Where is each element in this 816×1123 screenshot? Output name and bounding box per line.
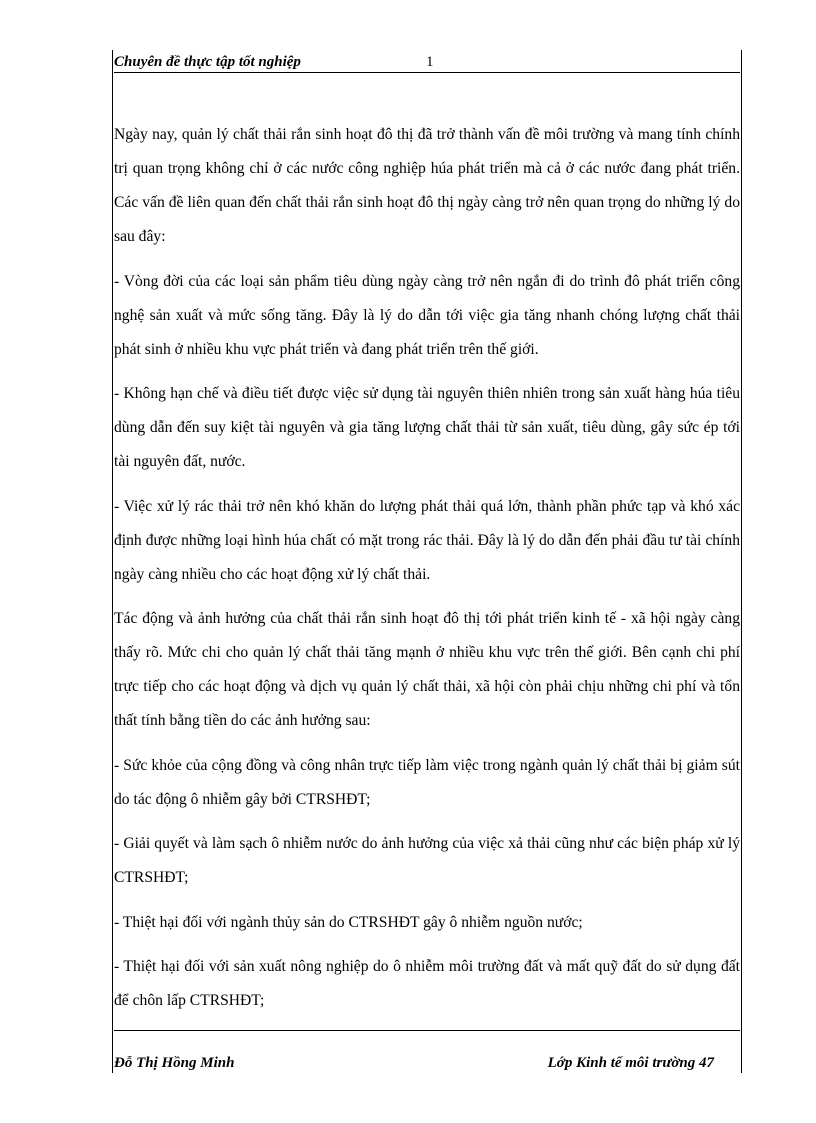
page-header xyxy=(114,52,740,73)
footer-divider xyxy=(114,1030,740,1031)
paragraph-bullet-water: - Giải quyết và làm sạch ô nhiễm nước do ảnh hưởng của việc xả thải cũng như các biện pháp xử lý CTRSHĐT; xyxy=(114,835,740,886)
paragraph-bullet-waste-treatment: - Việc xử lý rác thải trở nên khó khăn do lượng phát thải quá lớn, thành phần phức tạp và khó xác định được những loại hình húa chất có mặt trong rác thải. Đây là lý do dẫn đến phải đầu tư tài chính ngày càng nhiều cho các hoạt động xử lý chất thải. xyxy=(114,497,740,583)
paragraph-impacts: Tác động và ảnh hưởng của chất thải rắn sinh hoạt đô thị tới phát triển kinh tế - xã hội ngày càng thấy rõ. Mức chi cho quản lý chất thải tăng mạnh ở nhiều khu vực trên thế giới. Bên cạnh chi phí trực tiếp cho các hoạt động và dịch vụ quản lý chất thải, xã hội còn phải chịu những chi phí và tổn thất tính bằng tiền do các ảnh hưởng sau: xyxy=(114,610,740,729)
paragraph-bullet-fishery: - Thiệt hại đối với ngành thủy sản do CTRSHĐT gây ô nhiễm nguồn nước; xyxy=(114,913,583,931)
document-body xyxy=(114,118,740,1029)
page-footer xyxy=(114,1052,714,1074)
paragraph-bullet-product-lifecycle: - Vòng đời của các loại sản phẩm tiêu dùng ngày càng trở nên ngắn đi do trình đô phát triển công nghệ sản xuất và mức sống tăng. Đây là lý do dẫn tới việc gia tăng nhanh chóng lượng chất thải phát sinh ở nhiều khu vực phát triển và đang phát triển trên thế giới. xyxy=(114,272,740,358)
paragraph-bullet-resource-use: - Không hạn chế và điều tiết được việc sử dụng tài nguyên thiên nhiên trong sản xuất hàng húa tiêu dùng dẫn đến suy kiệt tài nguyên và gia tăng lượng chất thải từ sản xuất, tiêu dùng, gây sức ép tới tài nguyên đất, nước. xyxy=(114,385,740,470)
page-number: 1 xyxy=(426,54,434,70)
header-title: Chuyên đề thực tập tốt nghiệp xyxy=(114,54,301,70)
paragraph-intro: Ngày nay, quản lý chất thải rắn sinh hoạt đô thị đã trở thành vấn đề môi trường và mang tính chính trị quan trọng không chỉ ở các nước công nghiệp húa phát triển mà cả ở các nước đang phát triển. Các vấn đề liên quan đến chất thải rắn sinh hoạt đô thị ngày càng trở nên quan trọng do những lý do sau đây: xyxy=(114,126,740,245)
paragraph-bullet-health: - Sức khỏe của cộng đồng và công nhân trực tiếp làm việc trong ngành quản lý chất thải bị giảm sút do tác động ô nhiễm gây bởi CTRSHĐT; xyxy=(114,756,740,808)
footer-class-name: Lớp Kinh tế môi trường 47 xyxy=(547,1055,714,1071)
paragraph-bullet-agriculture: - Thiệt hại đối với sản xuất nông nghiệp do ô nhiễm môi trường đất và mất quỹ đất do sử dụng đất để chôn lấp CTRSHĐT; xyxy=(114,958,740,1009)
footer-author: Đỗ Thị Hồng Minh xyxy=(114,1055,235,1071)
